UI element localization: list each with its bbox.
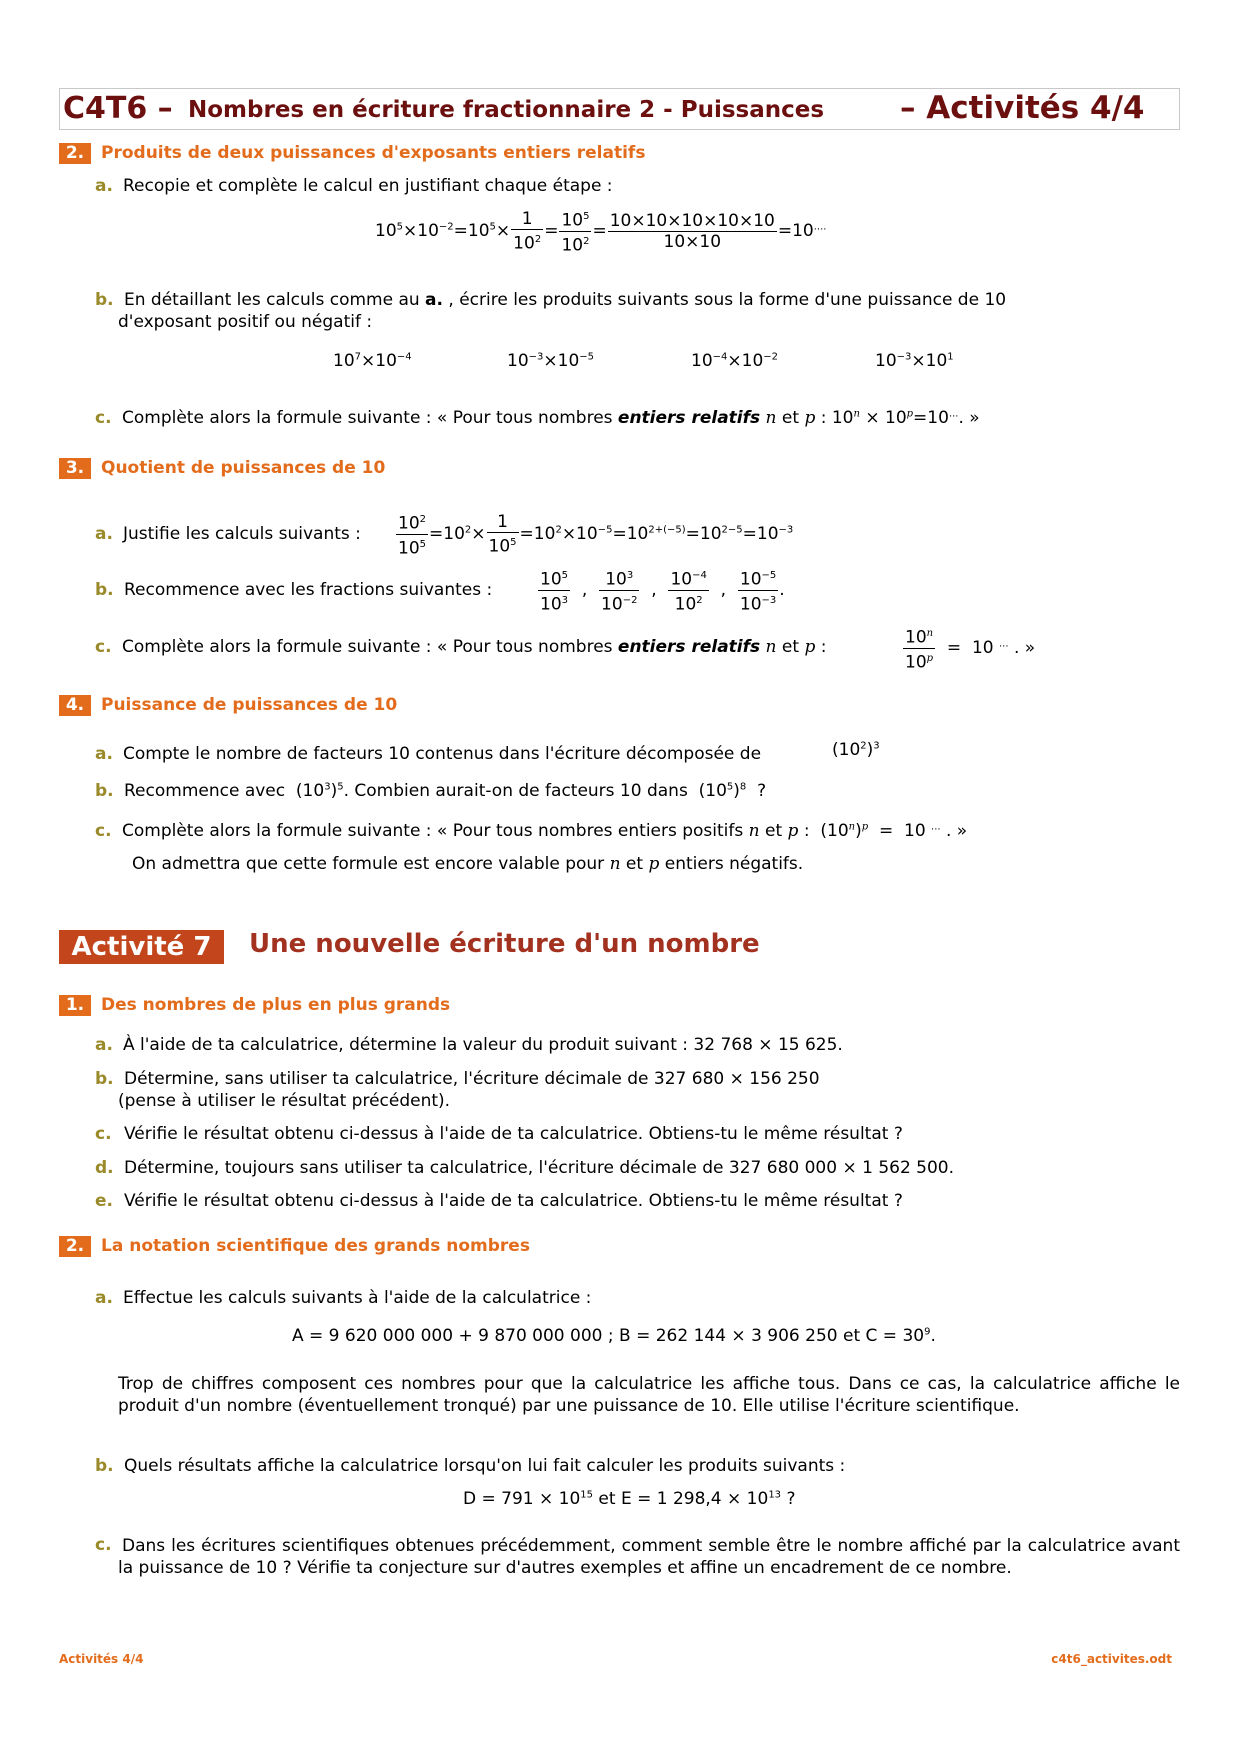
item-letter: a.: [95, 524, 113, 544]
section-title: Des nombres de plus en plus grands: [101, 995, 451, 1015]
formula-quotient-general: $\frac{10^n}{10^p}$ = 10 ... . »: [902, 624, 1035, 672]
section-number: 3.: [59, 458, 91, 479]
item-letter: c.: [95, 408, 112, 428]
section-title: Quotient de puissances de 10: [101, 458, 386, 478]
section-number: 2.: [59, 1236, 91, 1257]
item-text: Complète alors la formule suivante : « Pour tous nombres entiers relatifs n et p :: [122, 637, 827, 657]
de-line: $D = 791 \times 10^{15}$ et E = 1 $298,4 \times 10^{13}$ ?: [463, 1489, 796, 1509]
product-2: $10^{-3}\times 10^{-5}$: [507, 351, 595, 371]
activity-counter: – Activités 4/4: [900, 90, 1145, 126]
item-text: Détermine, sans utiliser ta calculatrice, l'écriture décimale de 327 680 × 156 250: [124, 1069, 820, 1089]
item-text: Vérifie le résultat obtenu ci-dessus à l'aide de ta calculatrice. Obtiens-tu le même résultat ?: [124, 1191, 903, 1211]
formula-product-a: $10^5\times 10^{-2}=10^5\times$ $\frac{1}{10^2}$ = $\frac{10^5}{10^2}$ = $\frac{10\times 10\times 10\times 10\times 10}{10\times 10}$ =10....: [375, 208, 827, 256]
note-text: On admettra que cette formule est encore valable pour n et p entiers négatifs.: [132, 854, 804, 874]
product-3: $10^{-4}\times 10^{-2}$: [691, 351, 779, 371]
item-letter: b.: [95, 781, 114, 801]
item-letter: d.: [95, 1158, 114, 1178]
product-1: $10^7\times 10^{-4}$: [333, 351, 412, 371]
section-number: 2.: [59, 143, 91, 164]
explanation-paragraph: Trop de chiffres composent ces nombres pour que la calculatrice les affiche tous. Dans ce cas, la calculatrice affiche le produit d'un nombre (éventuellement tronqué) par une puissance de 10. Elle utilise l'écriture scientifique.: [118, 1374, 1180, 1416]
item-text: Détermine, toujours sans utiliser ta calculatrice, l'écriture décimale de 327 680 000 × 1 562 500.: [124, 1158, 955, 1178]
item-text: Vérifie le résultat obtenu ci-dessus à l'aide de ta calculatrice. Obtiens-tu le même résultat ?: [124, 1124, 903, 1144]
product-4: $10^{-3}\times 10^1$: [875, 351, 954, 371]
item-text: Justifie les calculs suivants :: [123, 524, 361, 544]
item-letter: b.: [95, 1456, 114, 1476]
item-text: (pense à utiliser le résultat précédent).: [118, 1091, 451, 1111]
item-text: À l'aide de ta calculatrice, détermine la valeur du produit suivant : 32 768 × 15 625.: [123, 1035, 843, 1055]
item-text: Compte le nombre de facteurs 10 contenus dans l'écriture décomposée de: [123, 744, 762, 764]
section-title: Puissance de puissances de 10: [101, 695, 398, 715]
chapter-title: Nombres en écriture fractionnaire 2 - Puissances: [188, 97, 825, 123]
footer-right: c4t6_activites.odt: [1051, 1652, 1172, 1666]
section-title: La notation scientifique des grands nombres: [101, 1236, 530, 1256]
activity-title: Une nouvelle écriture d'un nombre: [249, 929, 760, 959]
item-text: Dans les écritures scientifiques obtenues précédemment, comment semble être le nombre affiché par la calculatrice avant la puissance de 10 ? Vérifie ta conjecture sur d'autres exemples et affine un encadrement de ce nombre.: [118, 1536, 1180, 1578]
item-letter: b.: [95, 580, 114, 600]
section-title: Produits de deux puissances d'exposants entiers relatifs: [101, 143, 646, 163]
section-number: 1.: [59, 995, 91, 1016]
item-letter: c.: [95, 637, 112, 657]
formula-quotient: $\frac{10^2}{10^5}$ $=10^2\times$ $\frac{1}{10^5}$ $=10^2\times 10^{-5}=10^{2+(-5)}=10^{2-5}=10^{-3}$: [398, 511, 794, 559]
item-letter: a.: [95, 176, 113, 196]
item-text: Recommence avec les fractions suivantes :: [124, 580, 493, 600]
item-letter: a.: [95, 1035, 113, 1055]
item-letter: e.: [95, 1191, 113, 1211]
item-text: Complète alors la formule suivante : « Pour tous nombres entiers relatifs n et p : $10^n \times 10^p=10^{...}$. »: [122, 408, 980, 428]
item-letter: c.: [95, 1124, 112, 1144]
section-number: 4.: [59, 695, 91, 716]
item-text: Recommence avec $(10^3)^5$. Combien aurait-on de facteurs 10 dans $(10^5)^8$ ?: [124, 781, 767, 801]
item-letter: b.: [95, 290, 114, 310]
fractions-list: $\frac{10^5}{10^3}$ , $\frac{10^3}{10^{-2}}$ , $\frac{10^{-4}}{10^2}$ , $\frac{10^{-5}}{10^{-3}}$ .: [537, 566, 785, 614]
item-letter: a.: [95, 1288, 113, 1308]
item-text: d'exposant positif ou négatif :: [118, 312, 373, 332]
item-text: Recopie et complète le calcul en justifiant chaque étape :: [123, 176, 613, 196]
item-letter: a.: [95, 744, 113, 764]
item-text: En détaillant les calculs comme au a. , écrire les produits suivants sous la forme d'une puissance de 10: [124, 290, 1007, 310]
item-text: Quels résultats affiche la calculatrice lorsqu'on lui fait calculer les produits suivants :: [124, 1456, 846, 1476]
chapter-code: C4T6 –: [63, 91, 173, 126]
item-letter: c.: [95, 821, 112, 841]
item-letter: b.: [95, 1069, 114, 1089]
item-text: Complète alors la formule suivante : « Pour tous nombres entiers positifs n et p : $(10^n)^p = 10$ ... . »: [122, 821, 968, 841]
footer-left: Activités 4/4: [59, 1652, 144, 1666]
item-text: Effectue les calculs suivants à l'aide de la calculatrice :: [123, 1288, 592, 1308]
activity-badge: Activité 7: [59, 930, 224, 964]
power-expression: $(10^2)^3$: [832, 740, 880, 760]
calc-line: A = 9 620 000 000 + 9 870 000 000 ; B = 262 144 × 3 906 250 et $C = 30^9$.: [292, 1326, 936, 1346]
item-letter: c.: [95, 1535, 112, 1555]
